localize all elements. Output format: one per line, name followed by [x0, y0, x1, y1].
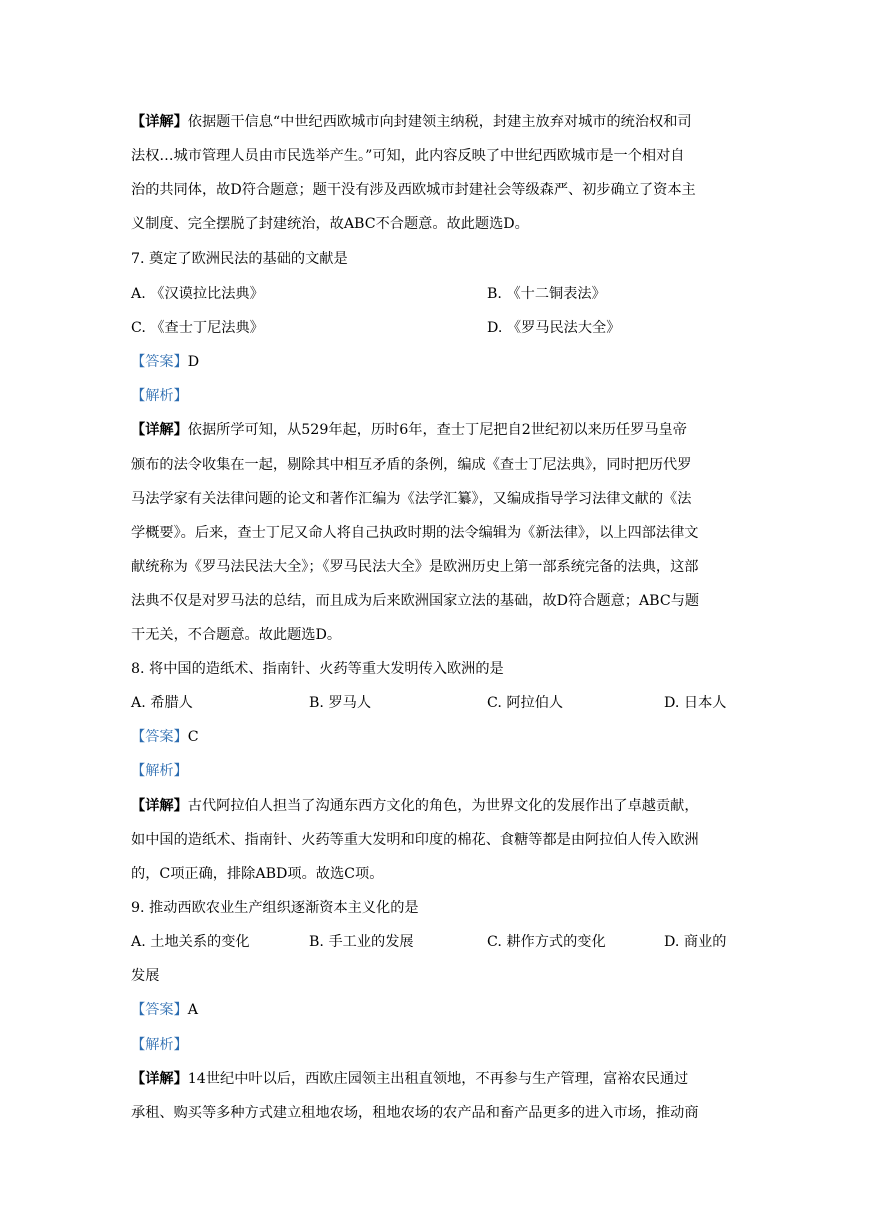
q7-option-c: C. 《查士丁尼法典》	[131, 320, 264, 336]
q7-stem: 7. 奠定了欧洲民法的基础的文献是	[131, 251, 348, 267]
q7-detail-line-3: 马法学家有关法律问题的论文和著作汇编为《法学汇纂》，又编成指导学习法律文献的《法	[131, 491, 692, 507]
q6-detail-line-4: 义制度、完全摆脱了封建统治，故ABC不合题意。故此题选D。	[131, 216, 529, 232]
q8-detail-line-1: 【详解】古代阿拉伯人担当了沟通东西方文化的角色，为世界文化的发展作出了卓越贡献，	[131, 798, 699, 814]
q8-option-d: D. 日本人	[664, 695, 727, 711]
q8-stem: 8. 将中国的造纸术、指南针、火药等重大发明传入欧洲的是	[131, 661, 504, 677]
q8-option-c: C. 阿拉伯人	[487, 695, 564, 711]
q9-answer	[131, 1000, 198, 1020]
q9-option-b: B. 手工业的发展	[309, 934, 414, 950]
q9-detail-line-1: 【详解】14世纪中叶以后，西欧庄园领主出租直领地，不再参与生产管理，富裕农民通过	[131, 1071, 689, 1087]
q8-option-a: A. 希腊人	[131, 695, 193, 711]
q7-option-b: B. 《十二铜表法》	[487, 286, 606, 302]
q8-option-b: B. 罗马人	[309, 695, 372, 711]
q9-option-c: C. 耕作方式的变化	[487, 934, 606, 950]
detail-tag: 【详解】	[131, 1071, 188, 1087]
q8-detail-line-3: 的，C项正确，排除ABD项。故选C项。	[131, 866, 384, 882]
answer-value: C	[187, 729, 199, 745]
answer-tag: 【答案】	[131, 729, 188, 745]
q7-detail-line-5: 献统称为《罗马法民法大全》；《罗马民法大全》是欧洲历史上第一部系统完备的法典，这部	[131, 559, 699, 575]
q7-option-a: A. 《汉谟拉比法典》	[131, 286, 264, 302]
q6-detail-line-1: 【详解】依据题干信息“中世纪西欧城市向封建领主纳税，封建主放弃对城市的统治权和司	[131, 114, 692, 130]
detail-tag: 【详解】	[131, 114, 188, 130]
detail-tag: 【详解】	[131, 422, 188, 438]
q9-analysis-tag: 【解析】	[131, 1037, 188, 1053]
detail-tag: 【详解】	[131, 798, 188, 814]
q7-detail-line-2: 颁布的法令收集在一起，剔除其中相互矛盾的条例，编成《查士丁尼法典》，同时把历代罗	[131, 457, 692, 473]
q9-option-d: D. 商业的	[664, 934, 727, 950]
q8-answer	[131, 727, 199, 747]
q9-option-a: A. 土地关系的变化	[131, 934, 250, 950]
answer-value: A	[187, 1002, 199, 1018]
q9-detail-line-2: 承租、购买等多种方式建立租地农场，租地农场的农产品和畜产品更多的进入市场，推动商	[131, 1105, 699, 1121]
q6-detail-line-3: 治的共同体，故D符合题意；题干没有涉及西欧城市封建社会等级森严、初步确立了资本主	[131, 182, 696, 198]
q7-detail-line-4: 学概要》。后来，查士丁尼又命人将自己执政时期的法令编辑为《新法律》，以上四部法律文	[131, 525, 699, 541]
q7-answer	[131, 352, 199, 372]
q7-detail-line-6: 法典不仅是对罗马法的总结，而且成为后来欧洲国家立法的基础，故D符合题意；ABC与题	[131, 593, 700, 609]
q8-analysis-tag: 【解析】	[131, 763, 188, 779]
q7-option-d: D. 《罗马民法大全》	[487, 320, 621, 336]
q6-detail-line-2: 法权…城市管理人员由市民选举产生。”可知，此内容反映了中世纪西欧城市是一个相对自	[131, 148, 685, 164]
q7-detail-line-1: 【详解】依据所学可知，从529年起，历时6年，查士丁尼把自2世纪初以来历任罗马皇帝	[131, 422, 687, 438]
answer-tag: 【答案】	[131, 1002, 188, 1018]
answer-value: D	[187, 354, 200, 370]
q8-detail-line-2: 如中国的造纸术、指南针、火药等重大发明和印度的棉花、食糖等都是由阿拉伯人传入欧洲	[131, 832, 699, 848]
q7-detail-line-7: 干无关，不合题意。故此题选D。	[131, 627, 342, 643]
q7-analysis-tag: 【解析】	[131, 388, 188, 404]
answer-tag: 【答案】	[131, 354, 188, 370]
q9-stem: 9. 推动西欧农业生产组织逐渐资本主义化的是	[131, 900, 419, 916]
q9-option-d-wrap: 发展	[131, 968, 160, 984]
